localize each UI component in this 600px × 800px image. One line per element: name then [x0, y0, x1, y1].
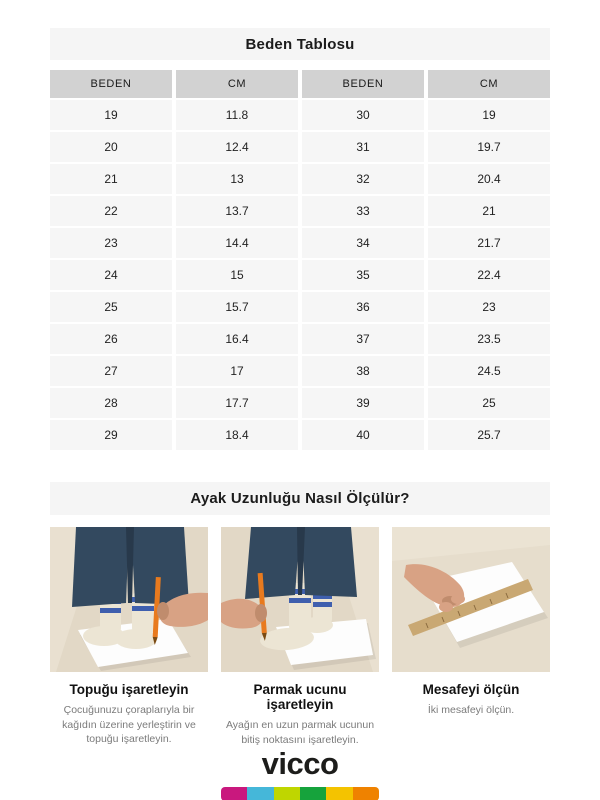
size-cell: 17 — [176, 356, 298, 386]
size-table-header-cell: CM — [176, 70, 298, 98]
size-table — [50, 70, 550, 452]
rainbow-segment — [274, 787, 300, 800]
howto-title-bar — [50, 482, 550, 515]
size-cell: 11.8 — [176, 100, 298, 130]
step-description: Ayağın en uzun parmak ucunun bitiş noktasını işaretleyin. — [225, 719, 375, 746]
step-title: Topuğu işaretleyin — [69, 682, 189, 697]
size-cell: 24.5 — [428, 356, 550, 386]
size-cell: 37 — [302, 324, 424, 354]
size-cell: 15.7 — [176, 292, 298, 322]
step-caption-heel — [50, 682, 208, 747]
size-cell: 19 — [428, 100, 550, 130]
vicco-rainbow-bar — [221, 787, 379, 800]
size-cell: 29 — [50, 420, 172, 450]
table-row — [50, 356, 550, 386]
vicco-logo: vicco — [261, 746, 339, 781]
size-cell: 21.7 — [428, 228, 550, 258]
size-table-header-cell: BEDEN — [302, 70, 424, 98]
size-cell: 32 — [302, 164, 424, 194]
size-cell: 39 — [302, 388, 424, 418]
table-row — [50, 228, 550, 258]
mark-toe-illustration — [221, 527, 379, 672]
size-cell: 31 — [302, 132, 424, 162]
size-cell: 23 — [50, 228, 172, 258]
table-row — [50, 164, 550, 194]
table-row — [50, 292, 550, 322]
step-caption-toe — [221, 682, 379, 747]
step-description: İki mesafeyi ölçün. — [427, 704, 515, 716]
size-cell: 19 — [50, 100, 172, 130]
size-cell: 12.4 — [176, 132, 298, 162]
size-cell: 23 — [428, 292, 550, 322]
step-title: Mesafeyi ölçün — [422, 682, 520, 697]
size-cell: 25 — [428, 388, 550, 418]
size-cell: 21 — [428, 196, 550, 226]
size-cell: 28 — [50, 388, 172, 418]
size-table-title: Beden Tablosu — [245, 35, 355, 53]
rainbow-segment — [353, 787, 379, 800]
table-row — [50, 132, 550, 162]
size-cell: 25 — [50, 292, 172, 322]
size-cell: 23.5 — [428, 324, 550, 354]
rainbow-segment — [300, 787, 326, 800]
size-table-title-bar — [50, 28, 550, 60]
size-cell: 30 — [302, 100, 424, 130]
table-row — [50, 420, 550, 450]
step-caption-measure — [392, 682, 550, 747]
size-table-header-cell: BEDEN — [50, 70, 172, 98]
size-cell: 35 — [302, 260, 424, 290]
howto-title: Ayak Uzunluğu Nasıl Ölçülür? — [190, 490, 410, 507]
table-row — [50, 100, 550, 130]
table-row — [50, 196, 550, 226]
size-cell: 16.4 — [176, 324, 298, 354]
rainbow-segment — [221, 787, 247, 800]
table-row — [50, 388, 550, 418]
size-table-header-row — [50, 70, 550, 98]
howto-photos — [50, 527, 550, 672]
size-cell: 13.7 — [176, 196, 298, 226]
size-cell: 20 — [50, 132, 172, 162]
measure-distance-photo — [392, 527, 550, 672]
mark-toe-photo — [221, 527, 379, 672]
mark-heel-photo — [50, 527, 208, 672]
size-cell: 14.4 — [176, 228, 298, 258]
mark-heel-illustration — [50, 527, 208, 672]
size-cell: 18.4 — [176, 420, 298, 450]
size-table-body — [50, 100, 550, 450]
rainbow-segment — [326, 787, 352, 800]
size-cell: 26 — [50, 324, 172, 354]
size-cell: 19.7 — [428, 132, 550, 162]
size-cell: 27 — [50, 356, 172, 386]
size-table-header-cell: CM — [428, 70, 550, 98]
size-cell: 34 — [302, 228, 424, 258]
step-title: Parmak ucunu işaretleyin — [253, 682, 347, 712]
size-cell: 25.7 — [428, 420, 550, 450]
step-description: Çocuğunuzu çoraplarıyla bir kağıdın üzerine yerleştirin ve topuğu işaretleyin. — [62, 704, 196, 746]
size-cell: 15 — [176, 260, 298, 290]
size-cell: 22 — [50, 196, 172, 226]
rainbow-segment — [247, 787, 273, 800]
size-cell: 20.4 — [428, 164, 550, 194]
table-row — [50, 324, 550, 354]
size-cell: 40 — [302, 420, 424, 450]
size-cell: 21 — [50, 164, 172, 194]
size-cell: 22.4 — [428, 260, 550, 290]
size-cell: 24 — [50, 260, 172, 290]
howto-captions — [50, 682, 550, 747]
size-cell: 17.7 — [176, 388, 298, 418]
size-cell: 33 — [302, 196, 424, 226]
size-cell: 36 — [302, 292, 424, 322]
measure-distance-illustration — [392, 527, 550, 672]
size-cell: 38 — [302, 356, 424, 386]
table-row — [50, 260, 550, 290]
size-cell: 13 — [176, 164, 298, 194]
